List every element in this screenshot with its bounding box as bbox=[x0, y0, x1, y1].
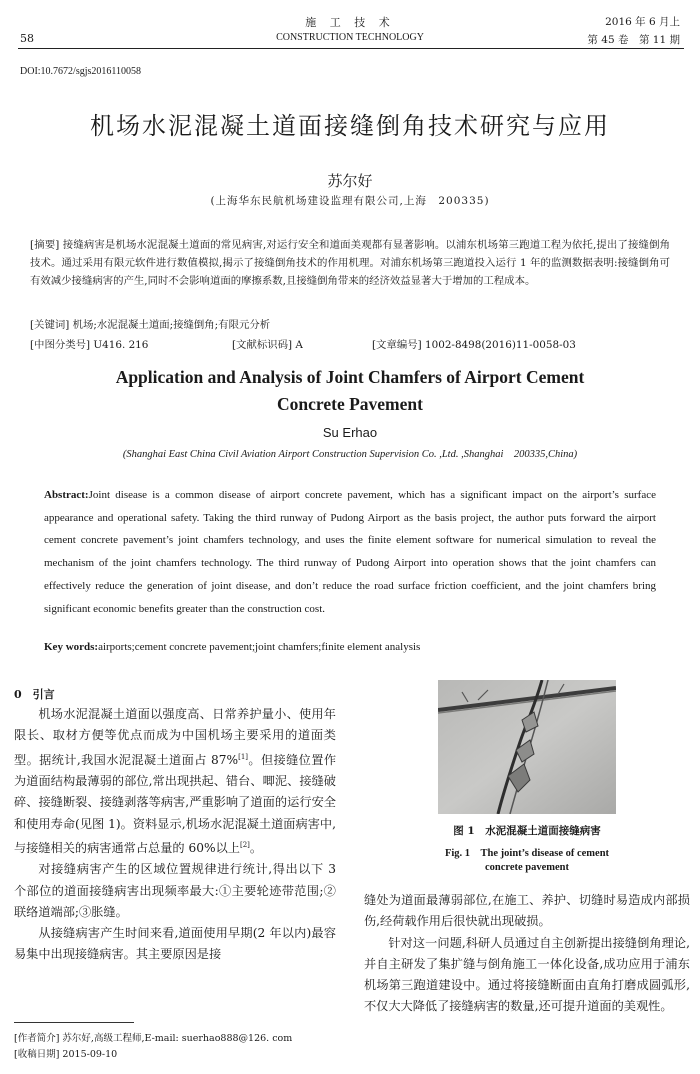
volume-issue: 第 45 卷 第 11 期 bbox=[587, 34, 680, 46]
abstract-cn-label: [摘要] bbox=[30, 239, 60, 251]
keywords-cn bbox=[30, 316, 270, 331]
paragraph bbox=[14, 704, 336, 859]
citation-ref[interactable]: [1] bbox=[238, 752, 249, 761]
journal-name-en: CONSTRUCTION TECHNOLOGY bbox=[276, 32, 424, 43]
article-number-value: 1002-8498(2016)11-0058-03 bbox=[424, 339, 576, 351]
citation-ref[interactable]: [2] bbox=[239, 840, 250, 849]
title-en-line2: Concrete Pavement bbox=[277, 394, 423, 414]
affiliation-en: (Shanghai East China Civil Aviation Airport Construction Supervision Co. ,Ltd. ,Shanghai 200335,China) bbox=[122, 449, 578, 460]
article-number bbox=[372, 336, 576, 351]
section-heading-intro: 0 引言 bbox=[14, 688, 55, 701]
doc-code-label: [文献标识码] bbox=[232, 339, 293, 351]
author-en: Su Erhao bbox=[322, 425, 378, 440]
keywords-en bbox=[44, 641, 420, 653]
paragraph: 针对这一问题,科研人员通过自主创新提出接缝倒角理论,并自主研发了集扩缝与倒角施工一体化设备,成功应用于浦东机场第三跑道建设中。通过将接缝断面由直角打磨成圆弧形,不仅大大降低了接缝病害的数量,还可提升道面的美观性。 bbox=[364, 935, 690, 1014]
abstract-cn bbox=[30, 236, 670, 290]
abstract-cn-text: 接缝病害是机场水泥混凝土道面的常见病害,对运行安全和道面美观都有显著影响。以浦东机场第三跑道工程为依托,提出了接缝倒角技术。通过采用有限元软件进行数值模拟,揭示了接缝倒角技术的作用机理。对浦东机场第三跑道投入运行 1 年的监测数据表明:接缝倒角可有效减少接缝病害的产生,同时不会影响道面的摩擦系数,且接缝倒角带来的经济效益显著大于增加的工程成本。 bbox=[30, 239, 670, 287]
clc-value: U416. 216 bbox=[93, 339, 149, 351]
header-rule bbox=[18, 48, 684, 49]
footnote-received-date: [收稿日期] 2015-09-10 bbox=[14, 1049, 118, 1060]
title-en-line1: Application and Analysis of Joint Chamfers of Airport Cement bbox=[115, 367, 585, 387]
paragraph: 从接缝病害产生时间来看,道面使用早期(2 年以内)最容易集中出现接缝病害。其主要原因是接 bbox=[14, 926, 336, 962]
keywords-en-label: Key words: bbox=[44, 641, 99, 653]
doc-code-value: A bbox=[295, 339, 303, 351]
paragraph: 缝处为道面最薄弱部位,在施工、养护、切缝时易造成内部损伤,经荷载作用后很快就出现破损。 bbox=[364, 893, 690, 929]
doi[interactable]: DOI:10.7672/sgjs2016110058 bbox=[20, 66, 142, 77]
abstract-en-text: Joint disease is a common disease of airport concrete pavement, which has a significant impact on the airport’s surface appearance and operational safety. Taking the third runway of Pudong Airport as the basis project, the author puts forward the airport cement concrete pavement’s joint chamfers technology, and uses the finite element software for numerical simulation to reveal the mechanism of the joint chamfers technology. The third runway of Pudong Airport into operation shows that the joint chamfers can effectively reduce the generation of joint disease, and don’t reduce the road surface friction coefficient, and the joint chamfers bring significant economic benefits greater than the construction cost. bbox=[44, 489, 656, 615]
affiliation-cn: (上海华东民航机场建设监理有限公司,上海 200335) bbox=[210, 195, 490, 207]
paragraph-text: 。但接缝位置作为道面结构最薄弱的部位,常出现拱起、错台、唧泥、接缝破碎、接缝断裂、接缝剥落等病害,严重影响了道面的运行安全和使用寿命(见图 1)。资料显示,机场水泥混凝土道面病害中,与接缝相关的病害通常占总量的 60%以上 bbox=[14, 752, 337, 855]
page-title-cn: 机场水泥混凝土道面接缝倒角技术研究与应用 bbox=[90, 112, 610, 140]
abstract-en-label: Abstract: bbox=[44, 489, 89, 501]
figure-joint-disease-photo bbox=[438, 680, 616, 814]
pavement-photo-image bbox=[438, 680, 616, 814]
right-column-body bbox=[364, 890, 690, 1018]
author-cn: 苏尔好 bbox=[327, 172, 373, 190]
keywords-cn-text: 机场;水泥混凝土道面;接缝倒角;有限元分析 bbox=[72, 319, 271, 331]
figure-caption-en-line1: Fig. 1 The joint’s disease of cement bbox=[444, 848, 610, 859]
journal-name-cn: 施 工 技 术 bbox=[305, 16, 395, 29]
figure-caption-cn: 图 1 水泥混凝土道面接缝病害 bbox=[453, 825, 601, 837]
issue-date: 2016 年 6 月上 bbox=[605, 16, 680, 28]
keywords-cn-label: [关键词] bbox=[30, 319, 70, 331]
figure-caption-en-line2: concrete pavement bbox=[484, 862, 570, 873]
abstract-en bbox=[44, 484, 656, 620]
keywords-en-text: airports;cement concrete pavement;joint chamfers;finite element analysis bbox=[98, 641, 421, 653]
footnote-rule bbox=[14, 1022, 134, 1023]
paragraph-text: 。 bbox=[249, 840, 263, 855]
footnote-author-bio: [作者简介] 苏尔好,高级工程师,E-mail: suerhao888@126. com bbox=[14, 1033, 293, 1044]
article-number-label: [文章编号] bbox=[372, 339, 422, 351]
clc-label: [中图分类号] bbox=[30, 339, 91, 351]
document-code bbox=[232, 336, 303, 351]
paragraph: 对接缝病害产生的区域位置规律进行统计,得出以下 3 个部位的道面接缝病害出现频率最大:①主要轮迹带范围;②联络道端部;③胀缝。 bbox=[14, 862, 336, 919]
left-column-body bbox=[14, 704, 336, 966]
page-number: 58 bbox=[20, 32, 34, 45]
page-title-en bbox=[0, 364, 700, 418]
paragraph-text: 机场水泥混凝土道面以强度高、日常养护量小、使用年限长、取材方便等优点而成为中国机场主要采用的道面类型。据统计,我国水泥混凝土道面占 87% bbox=[14, 707, 336, 767]
clc-number bbox=[30, 336, 148, 351]
